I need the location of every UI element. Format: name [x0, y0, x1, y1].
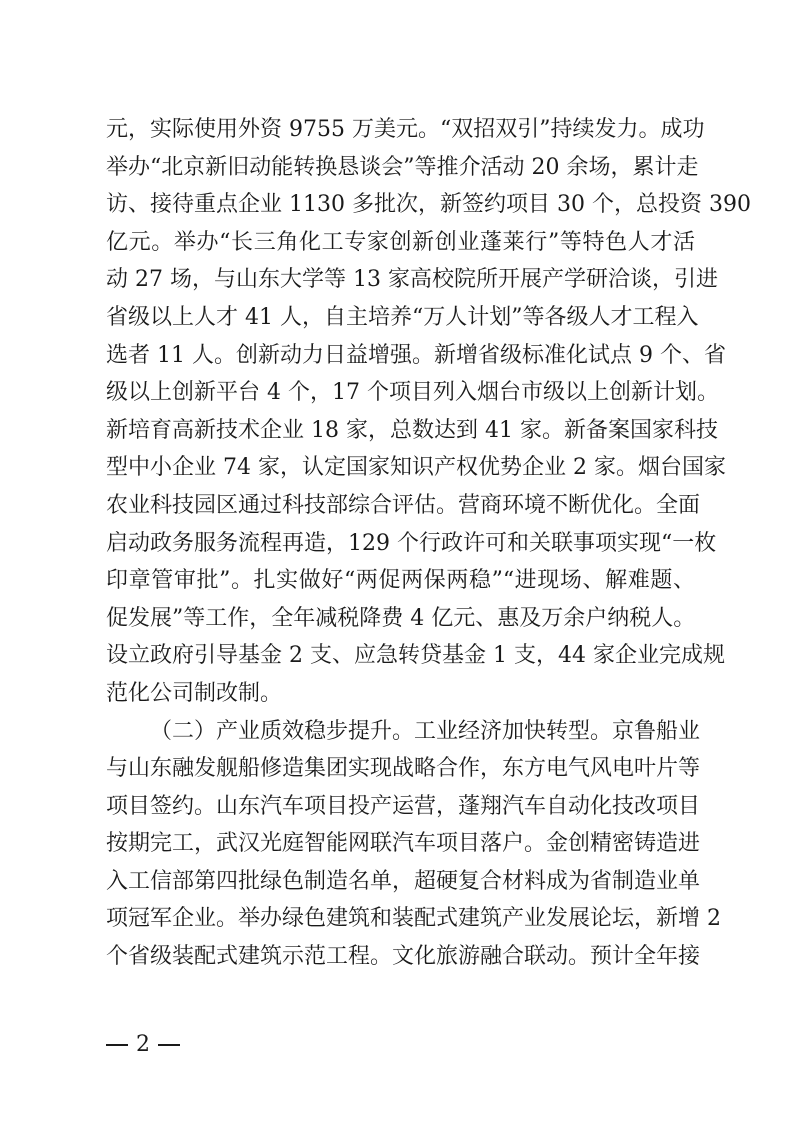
text-line: 个省级装配式建筑示范工程。文化旅游融合联动。预计全年接 — [106, 944, 701, 970]
text-line: 与山东融发舰船修造集团实现战略合作，东方电气风电叶片等 — [106, 756, 701, 782]
text-line: 新培育高新技术企业 18 家，总数达到 41 家。新备案国家科技 — [106, 417, 718, 443]
section-heading-line: （二）产业质效稳步提升。工业经济加快转型。京鲁船业 — [150, 718, 701, 744]
paragraph-2 — [106, 713, 721, 976]
text-line: 项目签约。山东汽车项目投产运营，蓬翔汽车自动化技改项目 — [106, 793, 701, 819]
text-line: 型中小企业 74 家，认定国家知识产权优势企业 2 家。烟台国家 — [106, 455, 726, 481]
text-line: 动 27 场，与山东大学等 13 家高校院所开展产学研洽谈，引进 — [106, 267, 718, 293]
text-line: 按期完工，武汉光庭智能网联汽车项目落户。金创精密铸造进 — [106, 831, 701, 857]
paragraph-1 — [106, 111, 751, 713]
page-number — [106, 1030, 180, 1060]
text-line: 亿元。举办“长三角化工专家创新创业蓬莱行”等特色人才活 — [106, 229, 695, 255]
dash-right — [158, 1044, 180, 1046]
text-line: 访、接待重点企业 1130 多批次，新签约项目 30 个，总投资 390 — [106, 192, 751, 218]
dash-left — [106, 1044, 128, 1046]
text-line: 设立政府引导基金 2 支、应急转贷基金 1 支，44 家企业完成规 — [106, 643, 725, 669]
text-line: 省级以上人才 41 人，自主培养“万人计划”等各级人才工程入 — [106, 304, 699, 330]
text-line: 启动政务服务流程再造，129 个行政许可和关联事项实现“一枚 — [106, 530, 717, 556]
text-line: 级以上创新平台 4 个，17 个项目列入烟台市级以上创新计划。 — [106, 380, 719, 406]
text-line: 选者 11 人。创新动力日益增强。新增省级标准化试点 9 个、省 — [106, 342, 726, 368]
text-line: 范化公司制改制。 — [106, 680, 283, 706]
page-number-text: 2 — [136, 1032, 150, 1057]
text-line: 入工信部第四批绿色制造名单，超硬复合材料成为省制造业单 — [106, 868, 701, 894]
text-line: 元，实际使用外资 9755 万美元。“双招双引”持续发力。成功 — [106, 117, 705, 142]
text-line: 促发展”等工作，全年减税降费 4 亿元、惠及万余户纳税人。 — [106, 605, 696, 631]
text-line: 印章管审批”。扎实做好“两促两保两稳”“进现场、解难题、 — [106, 568, 695, 594]
document-body — [106, 111, 751, 976]
text-line: 举办“北京新旧动能转换恳谈会”等推介活动 20 余场，累计走 — [106, 154, 699, 180]
text-line: 项冠军企业。举办绿色建筑和装配式建筑产业发展论坛，新增 2 — [106, 906, 721, 932]
text-line: 农业科技园区通过科技部综合评估。营商环境不断优化。全面 — [106, 492, 701, 518]
